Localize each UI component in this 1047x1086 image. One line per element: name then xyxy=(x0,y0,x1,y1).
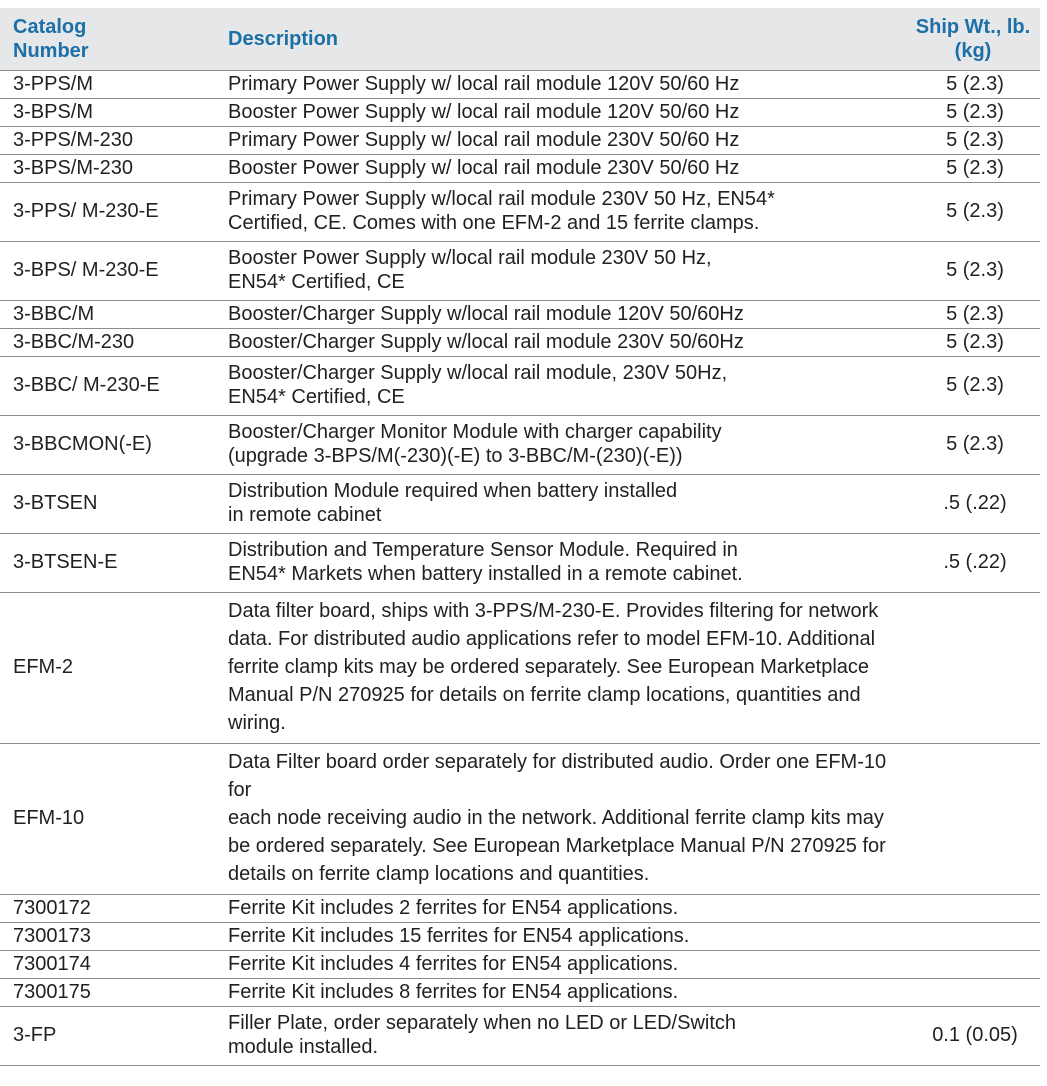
table-row xyxy=(0,895,1040,923)
catalog-number-cell: 3-BBC/ M-230-E xyxy=(0,357,218,416)
ship-weight-cell: .5 (.22) xyxy=(900,534,1040,593)
ship-weight-cell xyxy=(900,895,1040,923)
description-cell: Booster Power Supply w/ local rail module 230V 50/60 Hz xyxy=(218,155,900,183)
catalog-number-cell: EFM-2 xyxy=(0,593,218,744)
catalog-number-cell: 7300172 xyxy=(0,895,218,923)
header-description: Description xyxy=(218,8,900,71)
catalog-number-cell: 3-FP xyxy=(0,1007,218,1066)
table-row xyxy=(0,183,1040,242)
description-cell: Distribution and Temperature Sensor Module. Required in EN54* Markets when battery installed in a remote cabinet. xyxy=(218,534,900,593)
description-cell: Primary Power Supply w/ local rail module 230V 50/60 Hz xyxy=(218,127,900,155)
table-row xyxy=(0,593,1040,744)
catalog-number-cell: 3-BBC/M xyxy=(0,301,218,329)
description-cell: Booster/Charger Monitor Module with charger capability (upgrade 3-BPS/M(-230)(-E) to 3-BBC/M-(230)(-E)) xyxy=(218,416,900,475)
ship-weight-cell: 5 (2.3) xyxy=(900,183,1040,242)
table-row xyxy=(0,155,1040,183)
table-row xyxy=(0,979,1040,1007)
header-row xyxy=(0,8,1040,71)
catalog-table xyxy=(0,8,1040,1066)
description-cell: Data Filter board order separately for distributed audio. Order one EFM-10 for each node receiving audio in the network. Additional ferrite clamp kits may be ordered separately. See European Marketplace Manual P/N 270925 for details on ferrite clamp locations and quantities. xyxy=(218,744,900,895)
table-row xyxy=(0,242,1040,301)
ship-weight-cell: 5 (2.3) xyxy=(900,357,1040,416)
catalog-number-cell: 7300173 xyxy=(0,923,218,951)
ship-weight-cell xyxy=(900,744,1040,895)
table-row xyxy=(0,71,1040,99)
ship-weight-cell xyxy=(900,951,1040,979)
table-row xyxy=(0,744,1040,895)
description-cell: Ferrite Kit includes 8 ferrites for EN54 applications. xyxy=(218,979,900,1007)
ship-weight-cell xyxy=(900,923,1040,951)
ship-weight-cell: 5 (2.3) xyxy=(900,301,1040,329)
table-row xyxy=(0,951,1040,979)
table-row xyxy=(0,127,1040,155)
table-row xyxy=(0,329,1040,357)
ship-weight-cell: .5 (.22) xyxy=(900,475,1040,534)
description-cell: Booster/Charger Supply w/local rail module 230V 50/60Hz xyxy=(218,329,900,357)
catalog-number-cell: 3-PPS/M xyxy=(0,71,218,99)
ship-weight-cell: 5 (2.3) xyxy=(900,329,1040,357)
description-cell: Booster/Charger Supply w/local rail module 120V 50/60Hz xyxy=(218,301,900,329)
description-cell: Primary Power Supply w/ local rail module 120V 50/60 Hz xyxy=(218,71,900,99)
header-catalog-number: Catalog Number xyxy=(0,8,218,71)
catalog-number-cell: 3-BPS/M-230 xyxy=(0,155,218,183)
catalog-number-cell: 7300174 xyxy=(0,951,218,979)
catalog-number-cell: 3-PPS/ M-230-E xyxy=(0,183,218,242)
description-cell: Filler Plate, order separately when no LED or LED/Switch module installed. xyxy=(218,1007,900,1066)
catalog-number-cell: 7300175 xyxy=(0,979,218,1007)
table-row xyxy=(0,99,1040,127)
table-row xyxy=(0,301,1040,329)
header-ship-weight: Ship Wt., lb. (kg) xyxy=(900,8,1040,71)
catalog-number-cell: 3-PPS/M-230 xyxy=(0,127,218,155)
description-cell: Ferrite Kit includes 4 ferrites for EN54 applications. xyxy=(218,951,900,979)
table-header xyxy=(0,8,1040,71)
table-row xyxy=(0,475,1040,534)
description-cell: Distribution Module required when battery installed in remote cabinet xyxy=(218,475,900,534)
table-row xyxy=(0,357,1040,416)
ship-weight-cell: 5 (2.3) xyxy=(900,416,1040,475)
catalog-number-cell: 3-BPS/M xyxy=(0,99,218,127)
ship-weight-cell: 5 (2.3) xyxy=(900,99,1040,127)
catalog-number-cell: EFM-10 xyxy=(0,744,218,895)
ship-weight-cell: 5 (2.3) xyxy=(900,71,1040,99)
description-cell: Primary Power Supply w/local rail module 230V 50 Hz, EN54* Certified, CE. Comes with one EFM-2 and 15 ferrite clamps. xyxy=(218,183,900,242)
ship-weight-cell xyxy=(900,593,1040,744)
catalog-number-cell: 3-BBCMON(-E) xyxy=(0,416,218,475)
table-row xyxy=(0,416,1040,475)
catalog-number-cell: 3-BTSEN-E xyxy=(0,534,218,593)
description-cell: Ferrite Kit includes 2 ferrites for EN54 applications. xyxy=(218,895,900,923)
catalog-number-cell: 3-BBC/M-230 xyxy=(0,329,218,357)
description-cell: Ferrite Kit includes 15 ferrites for EN54 applications. xyxy=(218,923,900,951)
ship-weight-cell: 5 (2.3) xyxy=(900,127,1040,155)
ship-weight-cell: 0.1 (0.05) xyxy=(900,1007,1040,1066)
description-cell: Data filter board, ships with 3-PPS/M-230-E. Provides filtering for network data. For distributed audio applications refer to model EFM-10. Additional ferrite clamp kits may be ordered separately. See European Marketplace Manual P/N 270925 for details on ferrite clamp locations, quantities and wiring. xyxy=(218,593,900,744)
catalog-number-cell: 3-BTSEN xyxy=(0,475,218,534)
catalog-number-cell: 3-BPS/ M-230-E xyxy=(0,242,218,301)
description-cell: Booster Power Supply w/local rail module 230V 50 Hz, EN54* Certified, CE xyxy=(218,242,900,301)
ship-weight-cell: 5 (2.3) xyxy=(900,155,1040,183)
table-row xyxy=(0,923,1040,951)
table-body xyxy=(0,71,1040,1066)
ship-weight-cell xyxy=(900,979,1040,1007)
description-cell: Booster Power Supply w/ local rail module 120V 50/60 Hz xyxy=(218,99,900,127)
table-row xyxy=(0,1007,1040,1066)
table-row xyxy=(0,534,1040,593)
description-cell: Booster/Charger Supply w/local rail module, 230V 50Hz, EN54* Certified, CE xyxy=(218,357,900,416)
ship-weight-cell: 5 (2.3) xyxy=(900,242,1040,301)
